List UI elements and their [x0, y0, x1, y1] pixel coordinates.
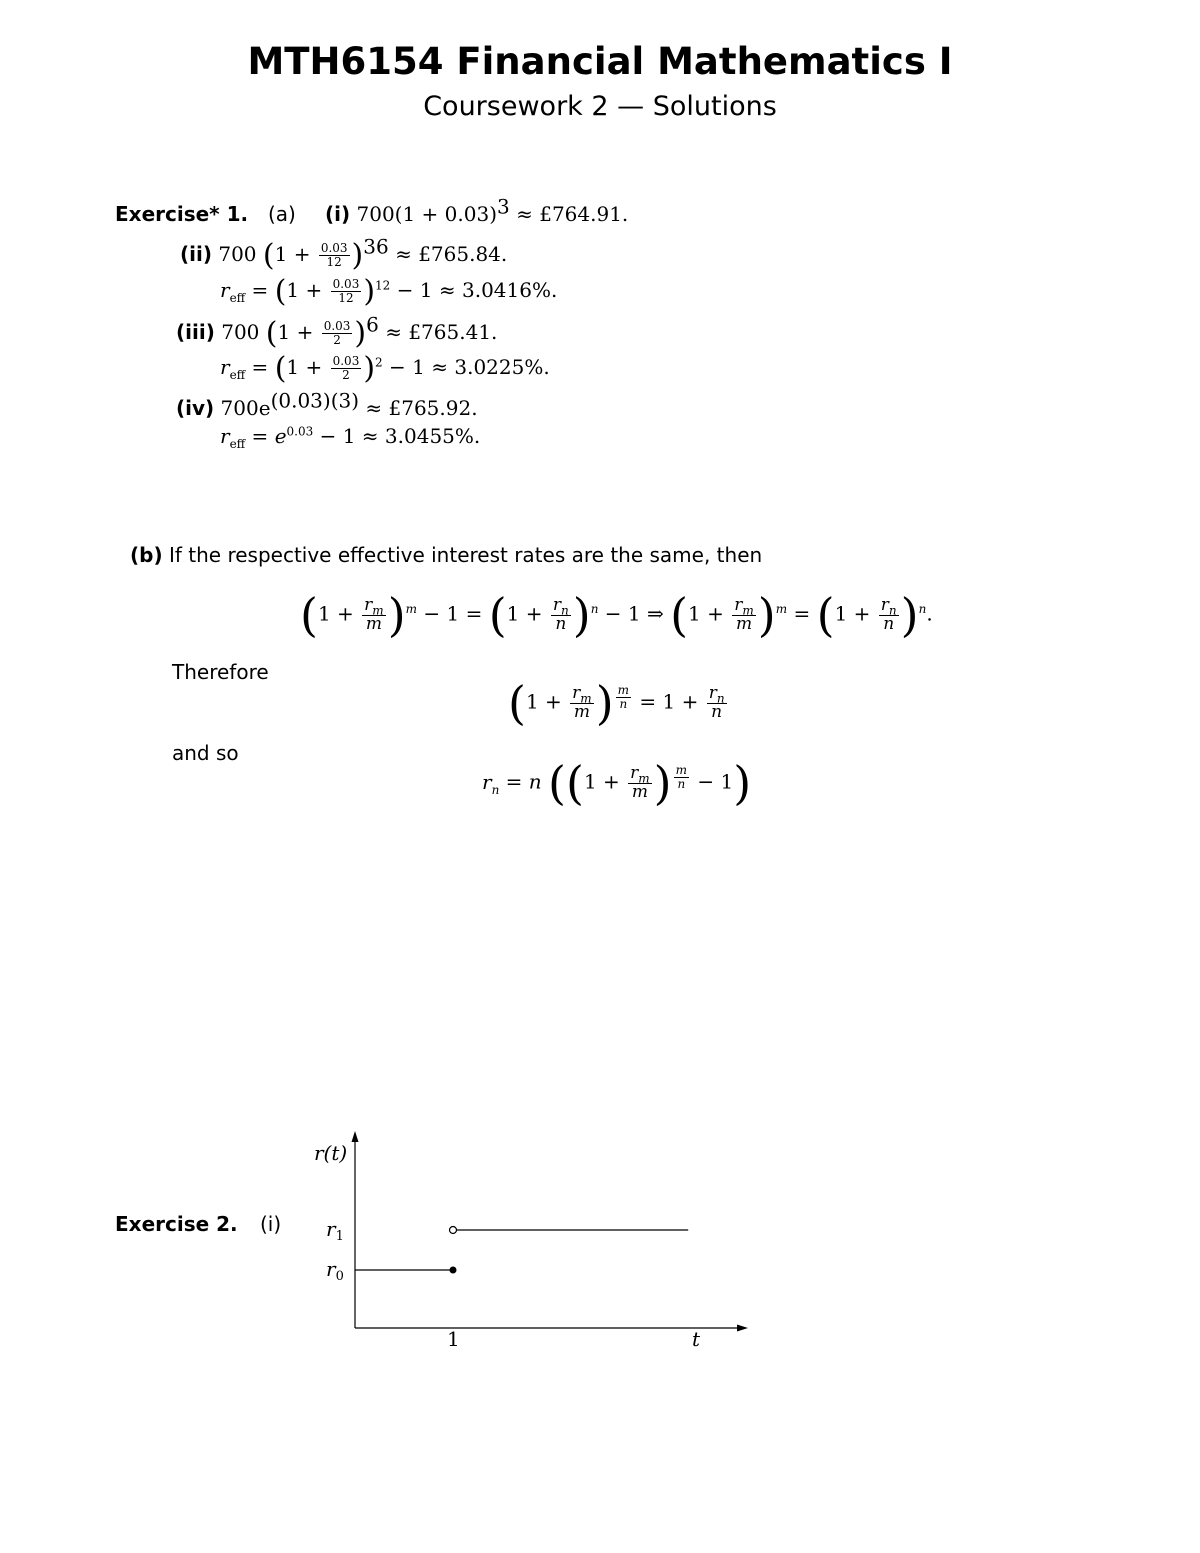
item-ii-exp: 36: [363, 234, 389, 259]
x-axis-label: t: [692, 1327, 701, 1351]
y-axis-label: r(t): [314, 1141, 348, 1165]
item-iii: (iii) 700 (1 + $\frac{0.03}{2}$ )$^6$ ≈ £765.41.: [176, 312, 498, 351]
item-ii-frac: $\frac{0.03}{12}$: [320, 241, 348, 269]
item-i-expr: 700(1 + 0.03): [356, 202, 498, 226]
page-title: MTH6154 Financial Mathematics I: [247, 40, 953, 83]
item-iii-reff-exp: 2: [375, 355, 383, 370]
item-iv-expr: 700e: [220, 396, 271, 420]
item-iii-reff: $r_{eff} = (1$ + $\frac{0.03}{2}$ )$^2$ − 1 ≈ 3.0225%.: [220, 351, 550, 386]
item-iii-result: ≈ £765.41.: [385, 320, 498, 344]
part-b-label: (b): [130, 543, 163, 567]
x-axis-arrow-icon: [737, 1325, 748, 1332]
x-tick-label: 1: [447, 1327, 460, 1351]
page-subtitle: Coursework 2 — Solutions: [423, 91, 777, 122]
item-iv-result: ≈ £765.92.: [365, 396, 478, 420]
equation-therefore: (1 + $\frac{r_m}{m}$ ) $^{\frac{m}{n}}$ = 1 + $\frac{r_n}{n}$: [508, 676, 725, 730]
therefore-text: Therefore: [172, 660, 269, 684]
y-tick-label-r0: $r_0$: [326, 1257, 344, 1284]
series-layer: [355, 1227, 688, 1274]
item-iv-exp: (0.03)(3): [270, 388, 360, 413]
item-iii-label: (iii): [176, 320, 215, 344]
exercise-2-label: Exercise 2.: [115, 1212, 238, 1236]
item-i-label: (i): [325, 202, 351, 226]
item-i-result: ≈ £764.91.: [516, 202, 629, 226]
y-tick-label-r1: $r_1$: [326, 1217, 344, 1244]
and-so-text: and so: [172, 741, 239, 765]
item-iii-exp: 6: [366, 312, 379, 337]
item-i-exp: 3: [497, 194, 510, 219]
equation-rn: $r_n = n$ ((1 + $\frac{r_m}{m}$ ) $^{\frac{m}{n}}$ − 1): [482, 756, 752, 810]
equation-effective-rates: (1 + $\frac{r_m}{m}$ )$^m$ − 1 = (1 + $\frac{r_n}{n}$ )$^n$ − 1 ⇒ (1 + $\frac{r_m}{m}$ )$^m$ = (1 + $\frac{r_n}{n}$ )$^n$.: [300, 588, 933, 642]
item-iv-reff-result: − 1 ≈ 3.0455%.: [319, 424, 481, 448]
item-ii-reff-exp: 12: [375, 278, 391, 293]
open-endpoint-r1: [450, 1227, 457, 1234]
item-ii-lead: 700: [218, 242, 257, 266]
closed-endpoint-r0: [450, 1267, 457, 1274]
exercise-2-part: (i): [260, 1212, 282, 1236]
item-ii: (ii) 700 (1 + $\frac{0.03}{12}$ )$^{36}$ ≈ £765.84.: [180, 234, 508, 273]
exercise-1-label: Exercise* 1.: [115, 202, 249, 226]
item-ii-result: ≈ £765.84.: [395, 242, 508, 266]
part-b-text: If the respective effective interest rates are the same, then: [168, 543, 763, 567]
y-axis-arrow-icon: [352, 1131, 359, 1142]
item-ii-reff-result: − 1 ≈ 3.0416%.: [396, 278, 558, 302]
item-iii-reff-result: − 1 ≈ 3.0225%.: [389, 355, 550, 379]
item-ii-reff: $r_{eff} = (1$ + $\frac{0.03}{12}$ )$^{12}$ − 1 ≈ 3.0416%.: [220, 274, 558, 309]
item-iv-reff: $r_{eff} = e^{0.03} - 1 \approx 3.0455\%$.: [220, 424, 481, 451]
item-iii-lead: 700: [221, 320, 260, 344]
item-ii-label: (ii): [180, 242, 212, 266]
part-a-label: (a): [268, 202, 296, 226]
item-iv-reff-exp: 0.03: [286, 424, 314, 439]
item-iv-label: (iv): [176, 396, 215, 420]
item-iii-frac: $\frac{0.03}{2}$: [323, 319, 351, 347]
